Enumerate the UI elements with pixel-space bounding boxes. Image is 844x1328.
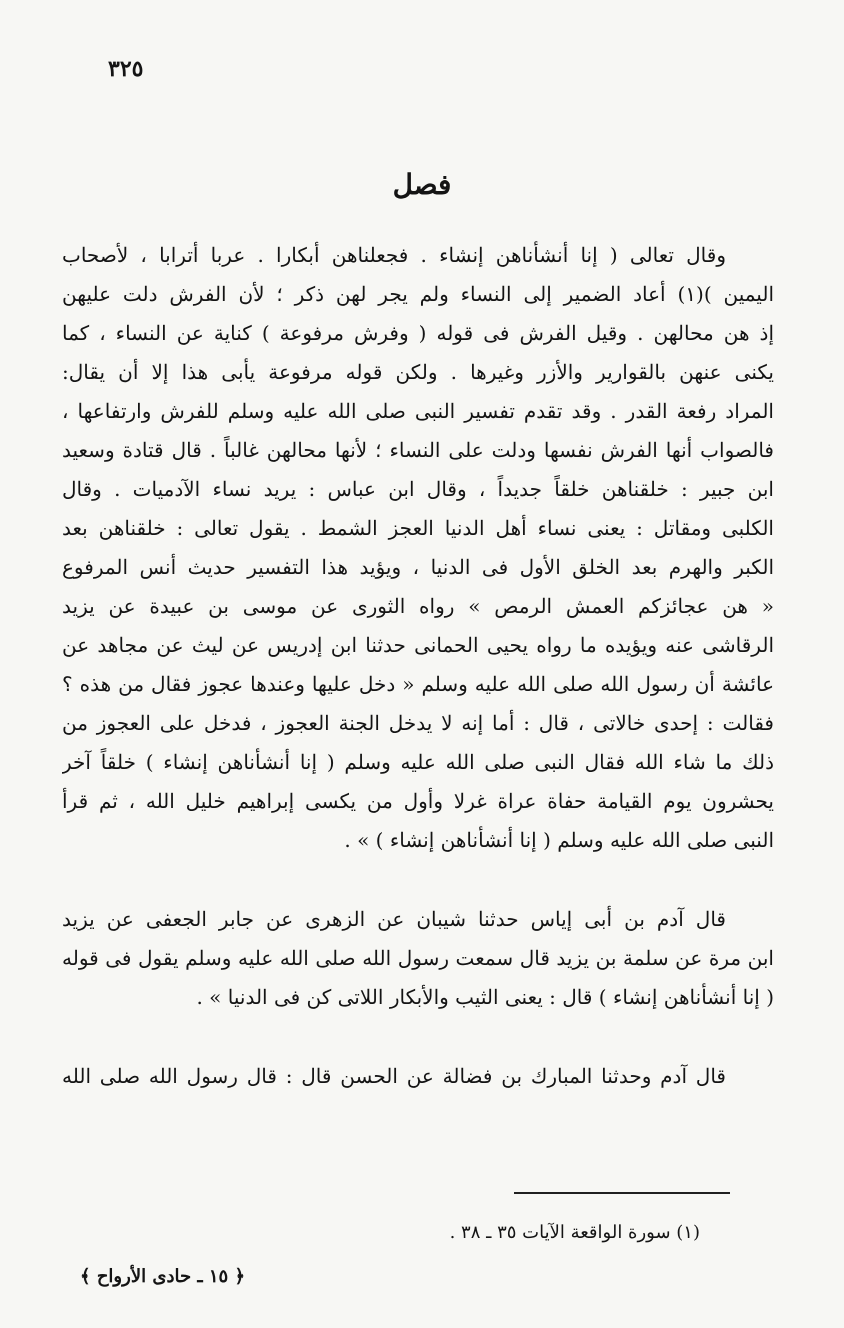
- text-line: « هن عجائزكم العمش الرمص » رواه الثورى عن موسى بن عبيدة عن يزيد: [62, 594, 774, 618]
- text-line: ذلك ما شاء الله فقال النبى صلى الله عليه وسلم ( إنا أنشأناهن إنشاء ) خلقاً آخر: [62, 750, 774, 774]
- text-line: يحشرون يوم القيامة حفاة عراة غرلا وأول من يكسى إبراهيم خليل الله ، ثم قرأ: [62, 789, 774, 813]
- text-line: الرقاشى عنه ويؤيده ما رواه يحيى الحمانى حدثنا ابن إدريس عن ليث عن مجاهد عن: [62, 633, 774, 657]
- text-line: يكنى عنهن بالقوارير والأزر وغيرها . ولكن قوله مرفوعة يأبى هذا إلا أن يقال:: [62, 360, 774, 384]
- text-line: الكلبى ومقاتل : يعنى نساء أهل الدنيا العجز الشمط . يقول تعالى : خلقناهن بعد: [62, 516, 774, 540]
- text-line: فالصواب أنها الفرش نفسها ودلت على النساء ؛ لأنها محالهن غالباً . قال قتادة وسعيد: [62, 438, 774, 462]
- text-line: اليمين )(١) أعاد الضمير إلى النساء ولم يجر لهن ذكر ؛ لأن الفرش دلت عليهن: [62, 282, 774, 306]
- text-line: الكبر والهرم بعد الخلق الأول فى الدنيا ، ويؤيد هذا التفسير حديث أنس المرفوع: [62, 555, 774, 579]
- text-line: فقالت : إحدى خالاتى ، قال : أما إنه لا يدخل الجنة العجوز ، فدخل على العجوز من: [62, 711, 774, 735]
- body-text: [62, 236, 774, 1096]
- signature-mark: ﴿ ١٥ ـ حادى الأرواح ﴾: [80, 1266, 246, 1287]
- text-line: المراد رفعة القدر . وقد تقدم تفسير النبى صلى الله عليه وسلم للفرش وارتفاعها ،: [62, 399, 774, 423]
- text-line: عائشة أن رسول الله صلى الله عليه وسلم « دخل عليها وعندها عجوز فقال من هذه ؟: [62, 672, 774, 696]
- paragraph-spacer: [62, 860, 774, 900]
- footnote-divider: [514, 1192, 730, 1194]
- paragraph-2: [62, 900, 774, 1017]
- page-number: ٣٢٥: [108, 56, 144, 82]
- text-line: النبى صلى الله عليه وسلم ( إنا أنشأناهن إنشاء ) » .: [344, 828, 774, 852]
- text-line: ابن جبير : خلقناهن خلقاً جديداً ، وقال ابن عباس : يريد نساء الآدميات . وقال: [62, 477, 774, 501]
- text-line: وقال تعالى ( إنا أنشأناهن إنشاء . فجعلناهن أبكارا . عربا أترابا ، لأصحاب: [62, 243, 726, 267]
- text-line: إذ هن محالهن . وقيل الفرش فى قوله ( وفرش مرفوعة ) كناية عن النساء ، كما: [62, 321, 774, 345]
- footnote: (١) سورة الواقعة الآيات ٣٥ ـ ٣٨ .: [449, 1222, 700, 1243]
- paragraph-spacer: [62, 1017, 774, 1057]
- text-line: قال آدم وحدثنا المبارك بن فضالة عن الحسن قال : قال رسول الله صلى الله: [62, 1064, 726, 1088]
- paragraph-3: [62, 1057, 774, 1096]
- text-line: قال آدم بن أبى إياس حدثنا شيبان عن الزهرى عن جابر الجعفى عن يزيد: [62, 907, 726, 931]
- paragraph-1: [62, 236, 774, 860]
- text-line: ( إنا أنشأناهن إنشاء ) قال : يعنى الثيب والأبكار اللاتى كن فى الدنيا » .: [196, 985, 774, 1009]
- text-line: ابن مرة عن سلمة بن يزيد قال سمعت رسول الله صلى الله عليه وسلم يقول فى قوله: [62, 946, 774, 970]
- section-heading: فصل: [392, 168, 452, 201]
